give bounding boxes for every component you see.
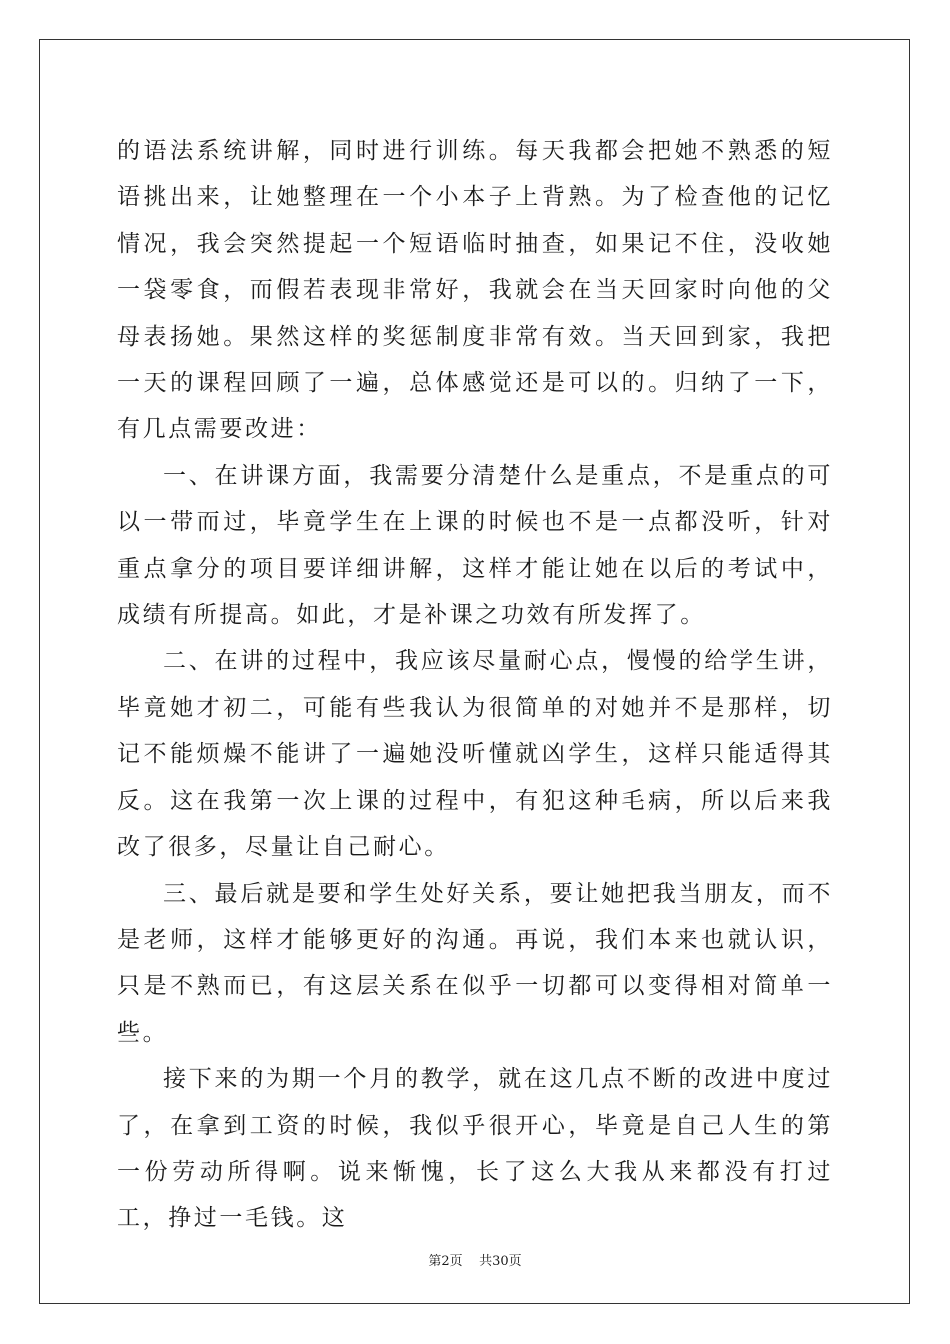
paragraph: 接下来的为期一个月的教学，就在这几点不断的改进中度过了，在拿到工资的时候，我似乎很开心，毕竟是自己人生的第一份劳动所得啊。说来惭愧，长了这么大我从来都没有打过工，挣过一毛钱。这 [117, 1066, 833, 1232]
page-number-footer: 第2页 共30页 [428, 1254, 522, 1269]
document-body [117, 128, 833, 1242]
paragraph: 二、在讲的过程中，我应该尽量耐心点，慢慢的给学生讲，毕竟她才初二，可能有些我认为很简单的对她并不是那样，切记不能烦燥不能讲了一遍她没听懂就凶学生，这样只能适得其反。这在我第一次上课的过程中，有犯这种毛病，所以后来我改了很多，尽量让自己耐心。 [117, 648, 833, 861]
paragraph: 一、在讲课方面，我需要分清楚什么是重点，不是重点的可以一带而过，毕竟学生在上课的时候也不是一点都没听，针对重点拿分的项目要详细讲解，这样才能让她在以后的考试中，成绩有所提高。如此，才是补课之功效有所发挥了。 [117, 462, 833, 629]
paragraph: 三、最后就是要和学生处好关系，要让她把我当朋友，而不是老师，这样才能够更好的沟通。再说，我们本来也就认识，只是不熟而已，有这层关系在似乎一切都可以变得相对简单一些。 [117, 880, 833, 1046]
paragraph: 的语法系统讲解，同时进行训练。每天我都会把她不熟悉的短语挑出来，让她整理在一个小本子上背熟。为了检查他的记忆情况，我会突然提起一个短语临时抽查，如果记不住，没收她一袋零食，而假若表现非常好，我就会在当天回家时向他的父母表扬她。果然这样的奖惩制度非常有效。当天回到家，我把一天的课程回顾了一遍，总体感觉还是可以的。归纳了一下，有几点需要改进： [117, 138, 833, 443]
